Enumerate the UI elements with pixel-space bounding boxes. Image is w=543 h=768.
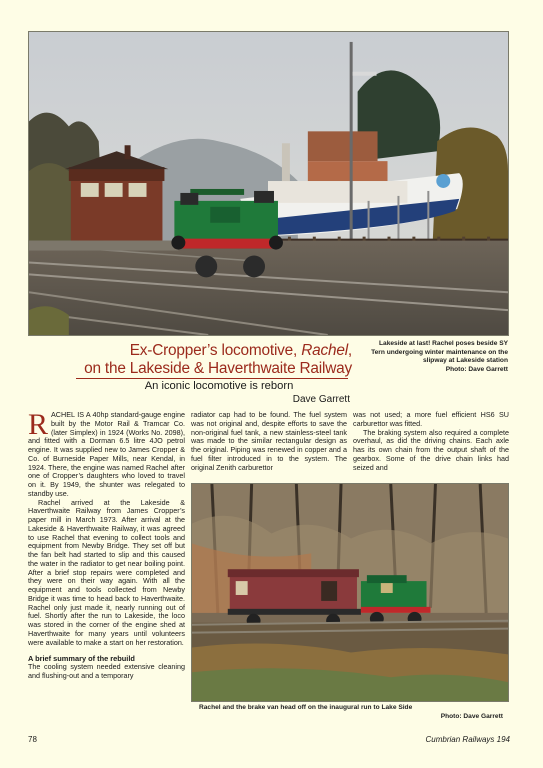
- paragraph-carburettor: was not used; a more fuel efficient HS6 SU carburettor was fitted.: [353, 410, 509, 428]
- article-column-1: [28, 408, 185, 681]
- paragraph-intro: [28, 408, 185, 499]
- article-column-3: [353, 411, 509, 472]
- paragraph-braking: The braking system also required a complete overhaul, as did the driving chains. Each axle has its own chain from the output shaft of the gearbox. Some of the drive chain links had seized and: [353, 427, 509, 472]
- article-subtitle: An iconic locomotive is reborn: [144, 380, 294, 392]
- page-number: 78: [28, 735, 37, 744]
- bottom-photo-credit: Photo: Dave Garrett: [440, 713, 503, 720]
- section-heading-rebuild: A brief summary of the rebuild: [28, 654, 135, 664]
- article-column-2: [191, 411, 347, 472]
- paragraph-fuel-system: radiator cap had to be found. The fuel system was not original and, despite efforts to save the non-original fuel tank, a new stainless-steel tank was made to the similar rectangular design as the original. Piping was renewed in copper and a fuel filter introduced in to the system. The original Zenith carburettor: [191, 410, 347, 472]
- top-caption-credit: Photo: Dave Garrett: [445, 365, 508, 373]
- bottom-photo-caption: Rachel and the brake van head off on the inaugural run to Lake Side: [199, 704, 413, 711]
- bottom-photo-inaugural-run: [191, 483, 509, 702]
- title-line-1: Ex-Cropper’s locomotive, Rachel,: [129, 342, 352, 359]
- top-photo-locomotive-at-lakeside: [28, 31, 509, 336]
- article-author: Dave Garrett: [292, 394, 350, 405]
- paragraph-cooling: The cooling system needed extensive cleaning and flushing-out and a temporary: [28, 662, 185, 680]
- magazine-issue: Cumbrian Railways 194: [425, 735, 510, 744]
- drop-cap: R: [28, 408, 49, 441]
- paragraph-arrival: Rachel arrived at the Lakeside & Haverthwaite Railway from James Cropper’s paper mill in March 1973. After arrival at the Lakeside & Haverthwaite Railway, it was agreed to use Rachel that evening to collect tools and equipment from Newby Bridge. They set off but the fan belt had started to slip and this caused the water in the radiator to get near boiling point. After a brief stop repairs were completed and they were on their way again. With all the equipment and tools collected from Newby Bridge it was time to head back to Haverthwaite. Rachel only just made it, nearly running out of fuel. Shortly after the run to Lakeside, the loco was stored in the corner of the engine shed at Haverthwaite for many years until volunteers were available to make a start on her restoration.: [28, 497, 185, 647]
- top-photo-caption: [366, 340, 508, 374]
- top-photo-illustration: [29, 32, 508, 335]
- title-line-2: on the Lakeside & Haverthwaite Railway: [84, 359, 352, 377]
- bottom-photo-illustration: [192, 484, 508, 701]
- article-title: [60, 342, 352, 377]
- title-underline: [76, 378, 348, 379]
- paragraph-1-text: IS A 40hp standard-gauge engine built by the Motor Rail & Tramcar Co. (later Simplex) in 1924 (Works No. 2098), and fitted with a Dorman 6.5 litre 4JO petrol engine. It was supplied new to James Cropper & Co. of Burneside Paper Mills, near Kendal, in 1924. There, the engine was named Rachel after one of Cropper’s daughters who loved to travel on it. By 1949, the shunter was relegated to standby use.: [28, 410, 185, 498]
- lead-caps: ACHEL: [51, 410, 75, 419]
- top-caption-text: Lakeside at last! Rachel poses beside SY Tern undergoing winter maintenance on the slipway at Lakeside station: [371, 340, 508, 364]
